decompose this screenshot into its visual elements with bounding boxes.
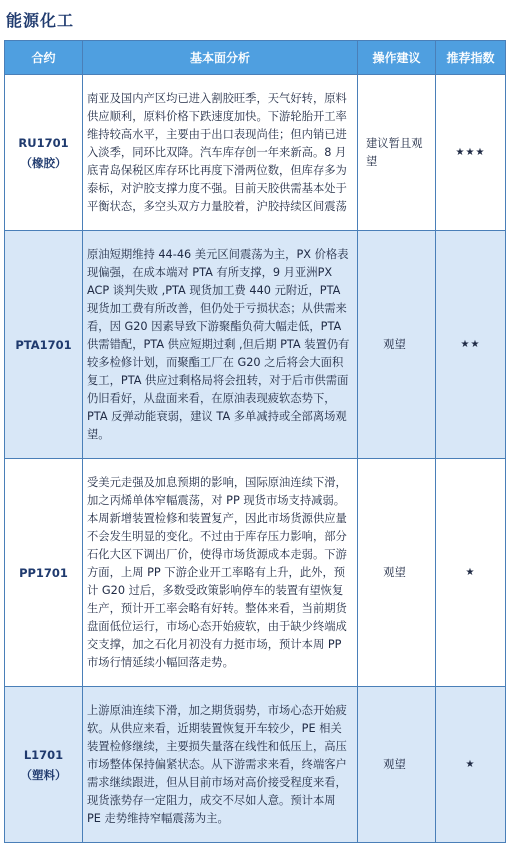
analysis-cell — [83, 459, 358, 687]
table-row — [5, 687, 506, 843]
operation-cell: 观望 — [358, 687, 436, 843]
page-title: 能源化工 — [6, 11, 75, 30]
analysis-cell — [83, 231, 358, 459]
rating-cell: ★ — [436, 687, 506, 843]
rating-cell: ★★ — [436, 231, 506, 459]
table-header-row — [5, 41, 506, 75]
contract-code: PP1701 — [19, 565, 68, 580]
contract-cell — [5, 231, 83, 459]
analysis-text: 原油短期维持 44-46 美元区间震荡为主，PX 价格表现偏强，在成本端对 PTA 有所支撑，9 月亚洲PX ACP 谈判失败 ,PTA 现货加工费 440 元附近，PTA 现货加工费有所改善，但仍处于亏损状态；从供需来看，因 G20 因素导致下游聚酯负荷大幅走低，PTA 供需错配，PTA 供应短期过剩 ,但后期 PTA 装置仍有较多检修计划，而聚酯工厂在 G20 之后将会大面积复工，PTA 供应过剩格局将会扭转，对于后市供需面仍旧看好，从盘面来看，在原油表现疲软态势下，PTA 反弹动能衰弱，建议 TA 多单减持或全部离场观望。 — [87, 247, 350, 441]
analysis-cell — [83, 687, 358, 843]
analysis-cell — [83, 75, 358, 231]
table-row — [5, 231, 506, 459]
contract-code: RU1701 — [18, 135, 69, 150]
table-row — [5, 459, 506, 687]
contract-cell — [5, 687, 83, 843]
operation-cell: 建议暂且观望 — [358, 75, 436, 231]
header-contract: 合约 — [5, 41, 83, 75]
contract-cell — [5, 459, 83, 687]
rating-cell: ★★★ — [436, 75, 506, 231]
operation-cell: 观望 — [358, 459, 436, 687]
analysis-text: 受美元走强及加息预期的影响，国际原油连续下滑，加之丙烯单体窄幅震荡，对 PP 现货市场支持减弱。本周新增装置检修和装置复产，因此市场货源供应量不会发生明显的变化。不过由于库存压力影响，部分石化大区下调出厂价，使得市场货源成本走弱。下游方面，上周 PP 下游企业开工率略有上升，此外，预计 G20 过后，多数受政策影响停车的装置有望恢复生产，预计开工率会略有好转。整体来看，当前期货盘面低位运行，市场心态开始疲软，由于缺少终端成交支撑，加之石化月初没有力挺市场，预计本周 PP 市场行情延续小幅回落走势。 — [87, 475, 347, 669]
header-analysis: 基本面分析 — [83, 41, 358, 75]
contract-code: PTA1701 — [15, 337, 72, 352]
operation-cell: 观望 — [358, 231, 436, 459]
contract-code: L1701 — [23, 747, 64, 762]
rating-cell: ★ — [436, 459, 506, 687]
analysis-text: 上游原油连续下滑，加之期货弱势，市场心态开始疲软。从供应来看，近期装置恢复开车较少，PE 相关装置检修继续，主要损失量落在线性和低压上，高压市场整体保持偏紧状态。从下游需求来看，终端客户需求继续跟进，但从目前市场对高价接受程度来看，现货涨势存一定阻力，成交不尽如人意。预计本周 PE 走势维持窄幅震荡为主。 — [87, 703, 347, 825]
energy-chemical-table — [4, 40, 506, 843]
header-rating: 推荐指数 — [436, 41, 506, 75]
contract-name: （塑料） — [20, 767, 67, 782]
contract-cell — [5, 75, 83, 231]
header-operation: 操作建议 — [358, 41, 436, 75]
contract-name: （橡胶） — [20, 155, 67, 170]
table-row — [5, 75, 506, 231]
analysis-text: 南亚及国内产区均已进入割胶旺季，天气好转，原料供应顺利，原料价格下跌速度加快。下游轮胎开工率维持较高水平，主要由于出口表现尚佳；但内销已进入淡季，同环比双降。汽车库存创一年来新高。8 月底青岛保税区库存环比再度下滑两位数，但库存多为泰标，对沪胶支撑力度不强。目前天胶供需基本处于平衡状态，多空头双方力量胶着，沪胶持续区间震荡 — [87, 91, 347, 213]
